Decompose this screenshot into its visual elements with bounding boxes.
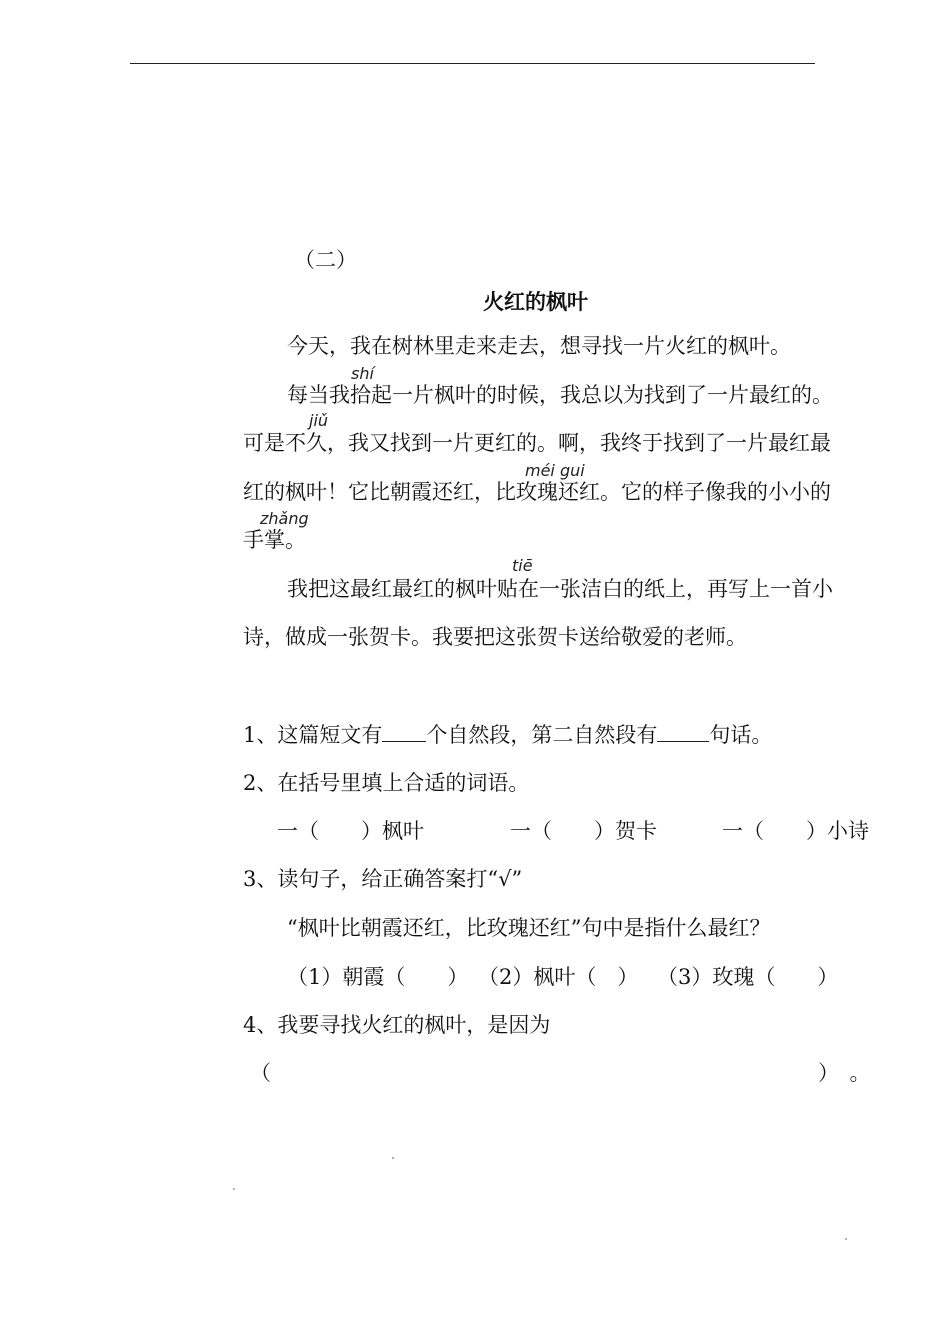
answer-close-paren: ） 。 [818, 1061, 871, 1085]
pinyin-tie: tiē [512, 556, 533, 575]
question-3: 3、读句子，给正确答案打“√” [243, 867, 523, 891]
pinyin-shi: shí [351, 364, 374, 383]
section-label: （二） [294, 248, 357, 272]
passage-line-7: 诗，做成一张贺卡。我要把这张贺卡送给敬爱的老师。 [243, 625, 747, 649]
paragraph-count-blank[interactable] [382, 723, 426, 742]
question-1-part-b: 个自然段，第二自然段有 [426, 723, 658, 747]
sentence-count-blank[interactable] [657, 723, 709, 742]
question-2-item-2[interactable]: 一（ ）贺卡 [510, 819, 657, 843]
question-3-option-1[interactable]: （1）朝霞（ ） [287, 965, 469, 989]
passage-title: 火红的枫叶 [483, 290, 588, 314]
question-2: 2、在括号里填上合适的词语。 [243, 771, 530, 795]
question-3-option-2[interactable]: （2）枫叶（ ） [478, 965, 639, 989]
passage-line-1: 今天，我在树林里走来走去，想寻找一片火红的枫叶。 [287, 334, 791, 358]
passage-line-3: 可是不久，我又找到一片更红的。啊，我终于找到了一片最红最 [243, 431, 831, 455]
question-1-part-a: 1、这篇短文有 [243, 723, 383, 747]
pinyin-jiu: jiǔ [309, 411, 329, 430]
scan-speck [392, 1157, 394, 1159]
question-4: 4、我要寻找火红的枫叶，是因为 [243, 1013, 551, 1037]
passage-line-2: 每当我拾起一片枫叶的时候，我总以为找到了一片最红的。 [287, 383, 833, 407]
question-1-part-c: 句话。 [709, 723, 773, 747]
question-3-option-3[interactable]: （3）玫瑰（ ） [657, 965, 839, 989]
passage-line-4: 红的枫叶！它比朝霞还红，比玫瑰还红。它的样子像我的小小的 [243, 480, 831, 504]
answer-open-paren: （ [250, 1061, 271, 1085]
pinyin-zhang: zhǎng [260, 509, 309, 528]
question-2-item-1[interactable]: 一（ ）枫叶 [277, 819, 424, 843]
question-1 [243, 722, 772, 748]
scan-speck [845, 1238, 847, 1240]
scan-speck [233, 1188, 235, 1190]
question-3-sentence: “枫叶比朝霞还红，比玫瑰还红”句中是指什么最红？ [287, 916, 771, 940]
pinyin-meigui: méi gui [525, 461, 585, 480]
passage-line-6: 我把这最红最红的枫叶贴在一张洁白的纸上，再写上一首小 [287, 577, 833, 601]
question-2-item-3[interactable]: 一（ ）小诗 [722, 819, 869, 843]
header-rule [130, 63, 815, 64]
passage-line-5: 手掌。 [243, 528, 306, 552]
